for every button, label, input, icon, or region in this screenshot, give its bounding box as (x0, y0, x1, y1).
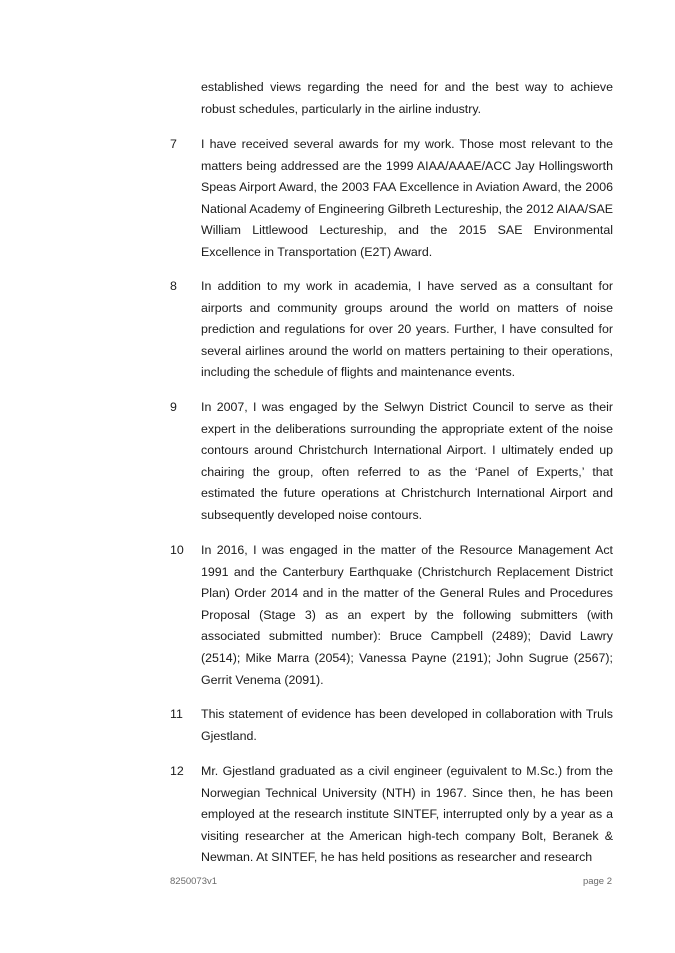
paragraph-text: Mr. Gjestland graduated as a civil engineer (eguivalent to M.Sc.) from the Norwegian Technical University (NTH) in 1967. Since then, he has been employed at the research institute SINTEF, interrupted only by a year as a visiting researcher at the American high-tech company Bolt, Beranek & Newman. At SINTEF, he has held positions as researcher and research (201, 764, 613, 865)
paragraph-number: 9 (170, 400, 177, 414)
paragraph-10 (170, 540, 613, 691)
paragraph-number: 11 (170, 707, 183, 721)
paragraph-text: I have received several awards for my work. Those most relevant to the matters being addressed are the 1999 AIAA/AAAE/ACC Jay Hollingsworth Speas Airport Award, the 2003 FAA Excellence in Aviation Award, the 2006 National Academy of Engineering Gilbreth Lectureship, the 2012 AIAA/SAE William Littlewood Lectureship, and the 2015 SAE Environmental Excellence in Transportation (E2T) Award. (201, 137, 613, 259)
paragraph-12 (170, 761, 613, 869)
paragraph-number: 8 (170, 279, 177, 293)
continuation-paragraph (170, 77, 613, 120)
paragraph-text: In addition to my work in academia, I have served as a consultant for airports and community groups around the world on matters of noise prediction and regulations for over 20 years. Further, I have consulted for several airlines around the world on matters pertaining to their operations, including the schedule of flights and maintenance events. (201, 279, 613, 380)
paragraph-8 (170, 276, 613, 384)
paragraph-7 (170, 134, 613, 264)
paragraph-number: 10 (170, 543, 184, 557)
paragraph-9 (170, 397, 613, 527)
paragraph-11 (170, 704, 613, 747)
footer-page-number: page 2 (582, 876, 612, 887)
footer-doc-id: 8250073v1 (170, 876, 218, 887)
paragraph-number: 12 (170, 764, 184, 778)
paragraph-text: In 2007, I was engaged by the Selwyn District Council to serve as their expert in the deliberations surrounding the appropriate extent of the noise contours around Christchurch International Airport. I ultimately ended up chairing the group, often referred to as the ‘Panel of Experts,’ that estimated the future operations at Christchurch International Airport and subsequently developed noise contours. (201, 400, 613, 522)
paragraph-number: 7 (170, 137, 177, 151)
paragraph-text: established views regarding the need for and the best way to achieve robust schedules, particularly in the airline industry. (201, 80, 613, 116)
paragraph-text: In 2016, I was engaged in the matter of the Resource Management Act 1991 and the Canterbury Earthquake (Christchurch Replacement District Plan) Order 2014 and in the matter of the General Rules and Procedures Proposal (Stage 3) as an expert by the following submitters (with associated submitted number): Bruce Campbell (2489); David Lawry (2514); Mike Marra (2054); Vanessa Payne (2191); John Sugrue (2567); Gerrit Venema (2091). (201, 543, 613, 687)
paragraph-text: This statement of evidence has been developed in collaboration with Truls Gjestland. (201, 707, 613, 743)
